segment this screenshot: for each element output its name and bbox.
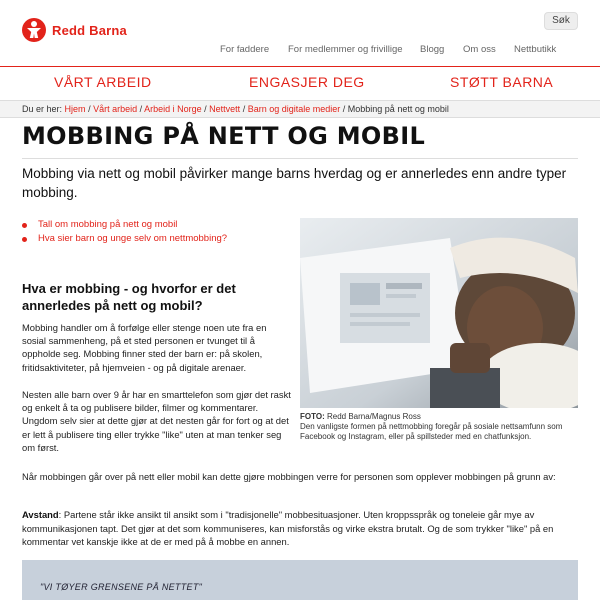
page-title: MOBBING PÅ NETT OG MOBIL	[22, 122, 426, 150]
section-heading: Hva er mobbing - og hvorfor er det annerledes på nett og mobil?	[22, 281, 236, 313]
caption-label: FOTO:	[300, 412, 325, 421]
lead-text: Mobbing via nett og mobil påvirker mange barns hverdag og er annerledes enn andre typer mobbing.	[22, 166, 567, 200]
breadcrumb-vart-arbeid[interactable]: Vårt arbeid	[93, 104, 138, 114]
bullet-icon	[22, 237, 27, 242]
link-tall-om-mobbing[interactable]: Tall om mobbing på nett og mobil	[22, 218, 292, 232]
title-divider	[22, 158, 578, 159]
article-photo	[300, 218, 578, 408]
top-nav-for-faddere[interactable]: For faddere	[220, 44, 270, 55]
main-nav-stott-barna[interactable]: STØTT BARNA	[450, 74, 554, 90]
caption-text: Den vanligste formen på nettmobbing foregår på sosiale nettsamfunn som Facebook og Instagram, eller på spillsteder med en chatfunksjon.	[300, 422, 563, 441]
paragraph-1: Mobbing handler om å forfølge eller stenge noen ute fra en sosial sammenheng, på et sted personen er tvunget til å oppholde seg. Mobbing finner sted der barn er: på skolen, fritidsaktiviteter, på hjemveien - og på digitale arenaer.	[22, 322, 267, 373]
breadcrumb-hjem[interactable]: Hjem	[64, 104, 86, 114]
breadcrumb-barn-og-digitale-medier[interactable]: Barn og digitale medier	[247, 104, 341, 114]
site-header	[0, 0, 600, 66]
caption-credit: Redd Barna/Magnus Ross	[326, 412, 421, 421]
quote-text: "VI TØYER GRENSENE PÅ NETTET"	[40, 582, 203, 592]
top-nav-nettbutikk[interactable]: Nettbutikk	[514, 44, 557, 55]
logo[interactable]	[22, 18, 127, 42]
term-avstand: Avstand	[22, 509, 59, 520]
main-nav-vart-arbeid[interactable]: VÅRT ARBEID	[54, 74, 152, 90]
article-links	[22, 218, 292, 246]
breadcrumb-current: Mobbing på nett og mobil	[347, 104, 449, 114]
top-nav-om-oss[interactable]: Om oss	[463, 44, 496, 55]
paragraph-2: Nesten alle barn over 9 år har en smarttelefon som gjør det raskt og enkelt å ta og publisere bilder, filmer og kommentarer. Ungdom selv sier at dette gjør at det nesten går for fort og at det er lett å publisere ting eller trykke "like" uten at man tenker seg om først.	[22, 389, 291, 453]
bullet-icon	[22, 223, 27, 228]
top-nav-blogg[interactable]: Blogg	[420, 44, 445, 55]
link-hva-sier-barn[interactable]: Hva sier barn og unge selv om nettmobbing?	[22, 232, 292, 246]
quote-box	[22, 560, 578, 600]
main-nav-engasjer-deg[interactable]: ENGASJER DEG	[249, 74, 365, 90]
logo-text: Redd Barna	[52, 22, 127, 38]
redd-barna-logo-icon	[22, 18, 46, 42]
paragraph-3: Når mobbingen går over på nett eller mobil kan dette gjøre mobbingen verre for personen som opplever mobbingen på grunn av:	[22, 471, 556, 482]
top-nav-medlemmer[interactable]: For medlemmer og frivillige	[288, 44, 403, 55]
paragraph-4: Avstand: Partene står ikke ansikt til ansikt som i "tradisjonelle" mobbesituasjoner. Uten kroppsspråk og toneleie går mye av kommunikasjonen tapt. Det gjør at det som kommuniseres, kan misforstås og virke ekstra brutalt. Og de som trykker "like" på en kommentar vet kanskje ikke at de er med på å mobbe en annen.	[22, 509, 554, 547]
breadcrumb: Du er her: Hjem / Vårt arbeid / Arbeid i Norge / Nettvett / Barn og digitale medier / Mobbing på nett og mobil	[0, 100, 600, 118]
breadcrumb-prefix: Du er her:	[22, 104, 63, 114]
photo-caption	[300, 412, 578, 442]
breadcrumb-arbeid-i-norge[interactable]: Arbeid i Norge	[144, 104, 202, 114]
search-button[interactable]: Søk	[544, 12, 578, 30]
breadcrumb-nettvett[interactable]: Nettvett	[209, 104, 241, 114]
header-divider	[0, 66, 600, 67]
